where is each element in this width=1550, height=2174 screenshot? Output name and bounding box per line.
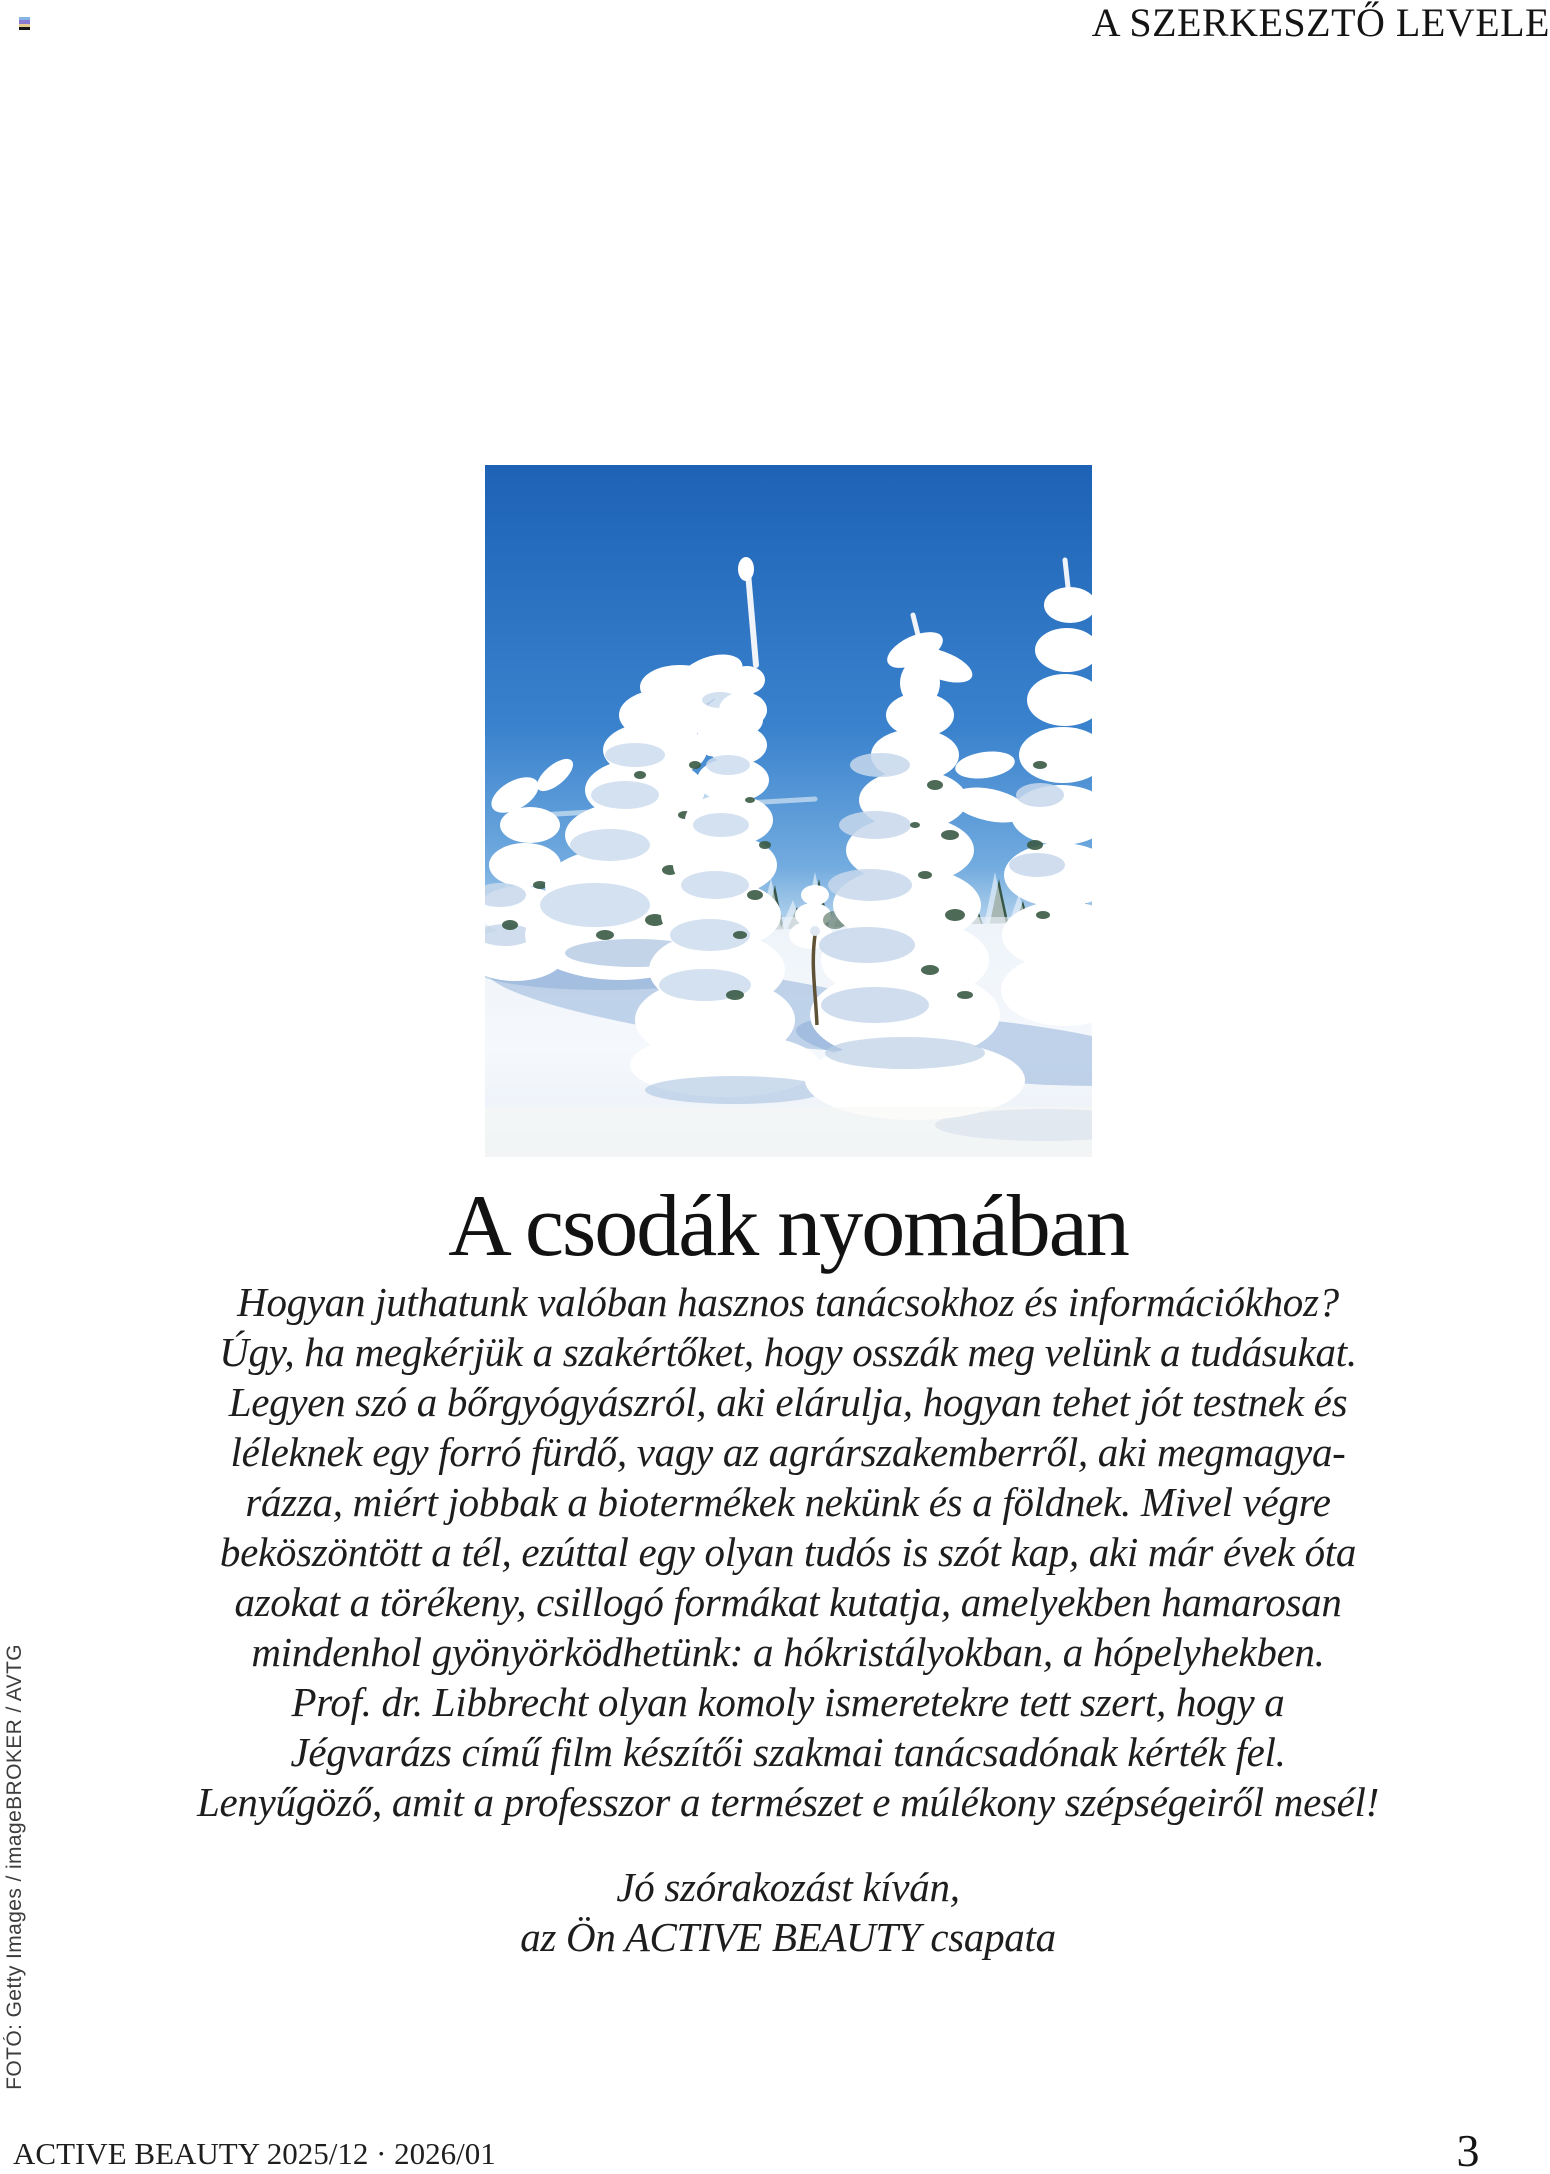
body-line: rázza, miért jobbak a biotermékek nekünk és a földnek. Mivel végre <box>245 1479 1331 1525</box>
body-line: Jégvarázs című film készítői szakmai tanácsadónak kérték fel. <box>290 1729 1286 1775</box>
body-line: léleknek egy forró fürdő, vagy az agrárszakemberről, aki megmagya- <box>230 1429 1346 1475</box>
body-line: Prof. dr. Libbrecht olyan komoly ismeretekre tett szert, hogy a <box>291 1679 1285 1725</box>
winter-photo <box>485 465 1092 1157</box>
closing-line: Jó szórakozást kíván, <box>616 1864 960 1910</box>
photo-credit: FOTÓ: Getty Images / imageBROKER / AVTG <box>3 1644 26 2090</box>
body-line: Legyen szó a bőrgyógyászról, aki elárulja, hogyan tehet jót testnek és <box>228 1379 1348 1425</box>
body-line: mindenhol gyönyörködhetünk: a hókristályokban, a hópelyhekben. <box>251 1629 1325 1675</box>
footer-issue: ACTIVE BEAUTY 2025/12 · 2026/01 <box>13 2136 496 2171</box>
article-body <box>26 1277 1550 1827</box>
body-line: Lenyűgöző, amit a professzor a természet e múlékony szépségeiről mesél! <box>197 1779 1379 1825</box>
body-line: Úgy, ha megkérjük a szakértőket, hogy osszák meg velünk a tudásukat. <box>219 1329 1357 1375</box>
page-number: 3 <box>1456 2125 1480 2174</box>
article-closing <box>26 1862 1550 1962</box>
closing-line: az Ön ACTIVE BEAUTY csapata <box>520 1914 1056 1960</box>
article-title: A csodák nyomában <box>448 1178 1128 1275</box>
body-line: azokat a törékeny, csillogó formákat kutatja, amelyekben hamarosan <box>234 1579 1342 1625</box>
section-header: A SZERKESZTŐ LEVELE <box>1091 0 1550 45</box>
body-line: beköszöntött a tél, ezúttal egy olyan tudós is szót kap, aki már évek óta <box>219 1529 1357 1575</box>
body-line: Hogyan juthatunk valóban hasznos tanácsokhoz és információkhoz? <box>237 1279 1339 1325</box>
